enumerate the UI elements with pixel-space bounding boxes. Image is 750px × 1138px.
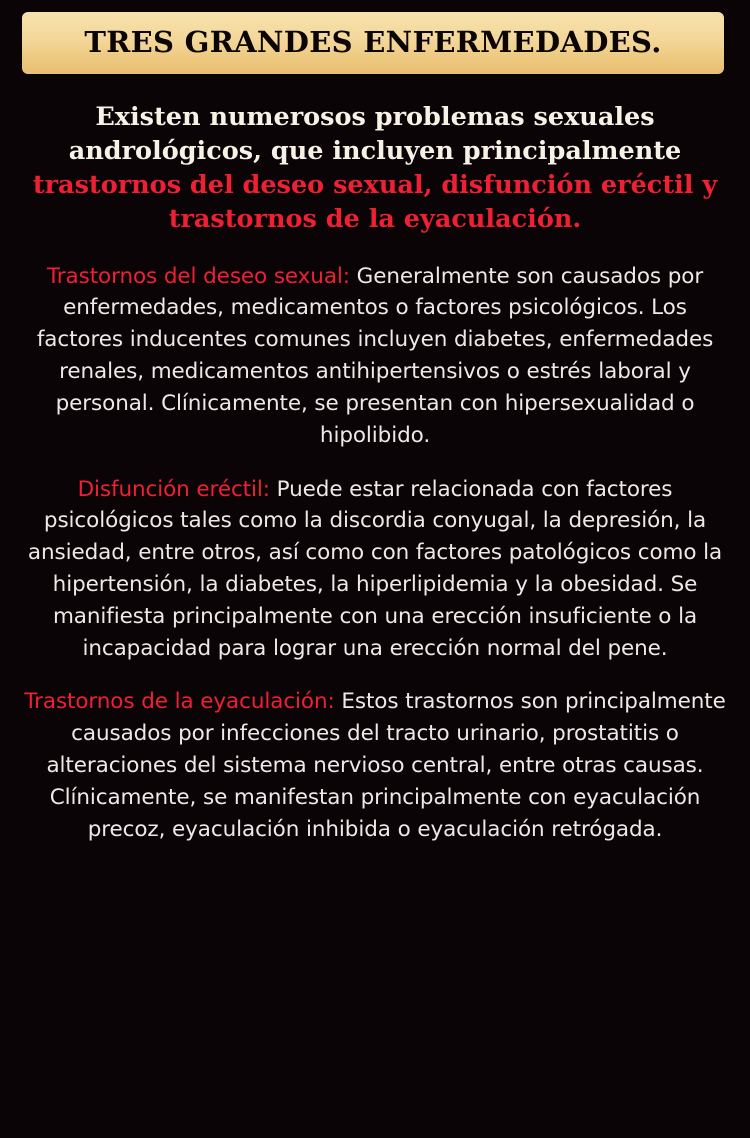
lead-paragraph [18, 100, 732, 237]
section-label-deseo-sexual: Trastornos del deseo sexual: [46, 263, 350, 289]
section-label-disfuncion-erectil: Disfunción eréctil: [77, 476, 270, 502]
section-disfuncion-erectil [22, 474, 728, 665]
page-title: TRES GRANDES ENFERMEDADES. [84, 25, 662, 60]
section-label-eyaculacion: Trastornos de la eyaculación: [24, 689, 335, 715]
section-eyaculacion [14, 686, 736, 845]
section-body-disfuncion-erectil: Puede estar relacionada con factores psicológicos tales como la discordia conyugal, la depresión, la ansiedad, entre otros, así como con factores patológicos como la hipertensión, la diabetes, la hiperlipidemia y la obesidad. Se manifiesta principalmente con una erección insuficiente o la incapacidad para lograr una erección normal del pene. [27, 476, 723, 661]
lead-text-normal: Existen numerosos problemas sexuales andrológicos, que incluyen principalmente [68, 102, 682, 167]
section-body-deseo-sexual: Generalmente son causados por enfermedades, medicamentos o factores psicológicos. Los factores inducentes comunes incluyen diabetes, enfermedades renales, medicamentos antihipertensivos o estrés laboral y personal. Clínicamente, se presentan con hipersexualidad o hipolibido. [36, 263, 714, 448]
infographic-page [0, 12, 750, 1138]
lead-text-highlight: trastornos del deseo sexual, disfunción eréctil y trastornos de la eyaculación. [32, 170, 718, 235]
title-banner [22, 12, 724, 74]
section-deseo-sexual [22, 261, 728, 452]
section-body-eyaculacion: Estos trastornos son principalmente causados por infecciones del tracto urinario, prostatitis o alteraciones del sistema nervioso central, entre otras causas. Clínicamente, se manifestan principalmente con eyaculación precoz, eyaculación inhibida o eyaculación retrógada. [46, 689, 726, 842]
